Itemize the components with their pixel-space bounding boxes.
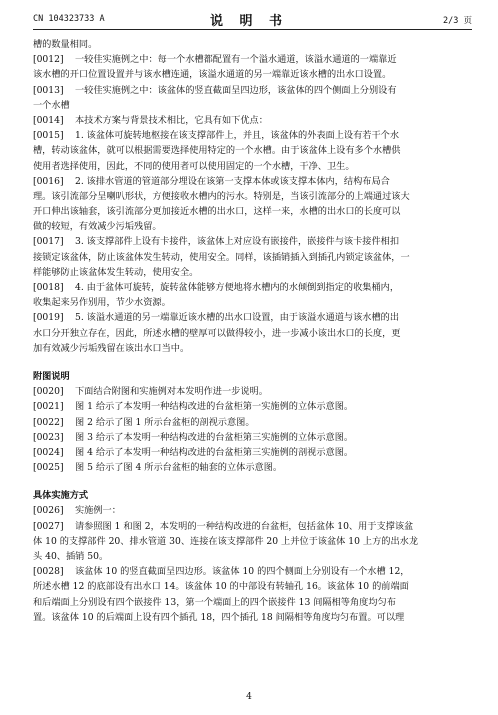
paragraph-line [33,189,471,204]
paragraph-text: 图 2 给示了图 1 所示台盆柜的剖视示意图。 [75,416,255,428]
paragraph-number: [0016] [33,175,64,187]
paragraph-number: [0028] [33,566,64,578]
paragraph-number: [0022] [33,416,64,428]
paragraph-text: 图 1 给示了本发明一种结构改进的台盆柜第一实施例的立体示意图。 [75,401,354,413]
paragraph-text: 接锁定该盆体，防止该盆体发生转动，使用安全。同样，该插销插入到插孔内锁定该盆体，一 [33,251,410,263]
paragraph-line [33,128,471,143]
paragraph-line [33,113,471,128]
paragraph-number: [0023] [33,431,64,443]
paragraph-number: [0017] [33,236,64,248]
paragraph-number: [0025] [33,462,64,474]
embodiment-paragraphs [33,503,471,625]
paragraph-number: [0013] [33,84,64,96]
paragraph [33,460,471,475]
paragraph-text: 图 4 给示了本发明一种结构改进的台盆柜第三实施例的剖视示意图。 [75,446,354,458]
paragraph [33,415,471,430]
paragraph-line [33,579,471,594]
paragraph-text: 头 40、插销 50。 [33,551,109,563]
paragraph-line [33,595,471,610]
paragraph-line [33,399,471,414]
paragraph-text: 下面结合附图和实施例对本发明作进一步说明。 [75,386,268,398]
paragraph-number: [0024] [33,446,64,458]
paragraph-text: 图 3 给示了本发明一种结构改进的台盆柜第三实施例的立体示意图。 [75,431,354,443]
paragraph-line [33,174,471,189]
paragraph-text: 一较佳实施例之中：每一个水槽都配置有一个溢水通道，该溢水通道的一端靠近 [75,54,397,66]
paragraph-line [33,549,471,564]
paragraph-number: [0014] [33,114,64,126]
paragraph [33,399,471,414]
paragraph-number: [0021] [33,401,64,413]
paragraph-number: [0026] [33,505,64,517]
paragraph-text: 所述水槽 12 的底部设有出水口 14。该盆体 10 的中部设有转轴孔 16。该盆体 10 的前端面 [33,581,409,593]
drawings-paragraphs [33,384,471,475]
paragraph-text: 1. 该盆体可旋转地枢接在该支撑部件上，并且，该盆体的外表面上设有若干个水 [75,130,400,142]
paragraph-line [33,159,471,174]
paragraph-line [33,445,471,460]
paragraph-text: 2. 该排水管道的管道部分埋设在该第一支撑本体或该支撑本体内，结构布局合 [75,175,390,187]
page-header [0,0,498,32]
paragraph-number: [0020] [33,386,64,398]
paragraph [33,83,471,113]
paragraph-text: 该盆体 10 的竖直截面呈四边形。该盆体 10 的四个侧面上分别设有一个水槽 12， [75,566,410,578]
document-title: 说 明 书 [209,14,289,29]
advantages-paragraphs [33,37,471,356]
paragraph-text: 3. 该支撑部件上设有卡接件，该盆体上对应设有嵌接件，嵌接件与该卡接件相扣 [75,236,400,248]
paragraph-line [33,234,471,249]
paragraph [33,503,471,518]
paragraph-text: 使用者选择使用，因此，不同的使用者可以使用固定的一个水槽，干净、卫生。 [33,160,355,172]
paragraph-line [33,430,471,445]
paragraph [33,384,471,399]
paragraph-text: 和后端面上分别设有四个嵌接件 13，第一个端面上的四个嵌接件 13 间隔相等角度均匀布 [33,596,396,608]
paragraph-line [33,610,471,625]
paragraph-text: 开口伸出该轴套，该引流部分更加接近水槽的出水口，这样一来，水槽的出水口的长度可以 [33,206,401,218]
paragraph-line [33,384,471,399]
publication-number: CN 104323733 A [33,14,105,24]
paragraph [33,37,471,52]
paragraph [33,564,471,625]
paragraph-line [33,83,471,98]
paragraph-text: 图 5 给示了图 4 所示台盆柜的轴套的立体示意图。 [75,462,283,474]
paragraph-line [33,519,471,534]
paragraph-line [33,37,471,52]
paragraph-line [33,219,471,234]
paragraph-text: 收集起来另作别用，节少水资源。 [33,297,171,309]
paragraph-line [33,341,471,356]
paragraph-line [33,67,471,82]
document-body [33,37,471,625]
paragraph-number: [0027] [33,520,64,532]
paragraph-text: 样能够防止该盆体发生转动，使用安全。 [33,266,199,278]
paragraph [33,234,471,280]
paragraph-number: [0018] [33,282,64,293]
paragraph [33,519,471,565]
paragraph-number: [0012] [33,54,64,66]
paragraph [33,113,471,128]
paragraph-line [33,564,471,579]
paragraph-text: 4. 由于盆体可旋转，旋转盆体能够方便地将水槽内的水倾倒到指定的收集桶内， [75,282,400,293]
paragraph-text: 槽的数量相同。 [33,39,98,50]
paragraph-line [33,98,471,113]
paragraph-line [33,265,471,280]
paragraph [33,310,471,356]
paragraph-line [33,250,471,265]
paragraph-text: 本技术方案与背景技术相比，它具有如下优点： [75,114,268,126]
page-number: 4 [246,692,252,702]
paragraph-line [33,460,471,475]
paragraph-number: [0019] [33,312,64,324]
paragraph-line [33,503,471,518]
paragraph-line [33,280,471,295]
paragraph [33,128,471,174]
paragraph [33,430,471,445]
paragraph-text: 该水槽的开口位置设置并与该水槽连通，该溢水通道的另一端靠近该水槽的出水口设置。 [33,69,392,81]
paragraph-text: 5. 该溢水通道的另一端靠近该水槽的出水口设置，由于该溢水通道与该水槽的出 [75,312,400,324]
page-indicator: 2/3 页 [443,16,472,26]
paragraph-text: 水口分开独立存在，因此，所述水槽的壁厚可以做得较小，进一步减小该出水口的长度，更 [33,327,401,339]
paragraph-text: 加有效减少污垢残留在该出水口当中。 [33,342,190,354]
section-heading-drawings: 附图说明 [33,370,70,382]
paragraph-line [33,415,471,430]
paragraph [33,52,471,82]
paragraph-text: 做的较短，有效减少污垢残留。 [33,221,162,233]
paragraph-text: 请参照图 1 和图 2，本发明的一种结构改进的台盆柜，包括盆体 10、用于支撑该盆 [75,520,414,532]
paragraph-line [33,534,471,549]
paragraph-line [33,326,471,341]
paragraph-line [33,52,471,67]
paragraph [33,280,471,310]
paragraph-text: 理。该引流部分呈喇叭形状，方便接收水槽内的污水。特别是，当该引流部分的上端通过该大 [33,190,410,202]
paragraph-text: 一个水槽 [33,99,70,111]
paragraph-line [33,143,471,158]
paragraph-text: 实施例一： [75,505,121,517]
paragraph-text: 槽，转动该盆体，就可以根据需要选择使用特定的一个水槽。由于该盆体上设有多个水槽供 [33,145,401,157]
paragraph-text: 体 10 的支撑部件 20、排水管道 30、连接在该支撑部件 20 上并位于该盆体 10 上方的出水龙 [33,535,419,547]
paragraph-text: 一较佳实施例之中：该盆体的竖直截面呈四边形，该盆体的四个侧面上分别设有 [75,84,397,96]
section-heading-embodiments: 具体实施方式 [33,490,89,502]
paragraph-number: [0015] [33,130,64,142]
paragraph-line [33,295,471,310]
paragraph-line [33,204,471,219]
paragraph [33,174,471,235]
paragraph [33,445,471,460]
paragraph-line [33,310,471,325]
header-rule [33,29,472,30]
paragraph-text: 置。该盆体 10 的后端面上设有四个插孔 18，四个插孔 18 间隔相等角度均匀布置。可以理 [33,611,405,623]
